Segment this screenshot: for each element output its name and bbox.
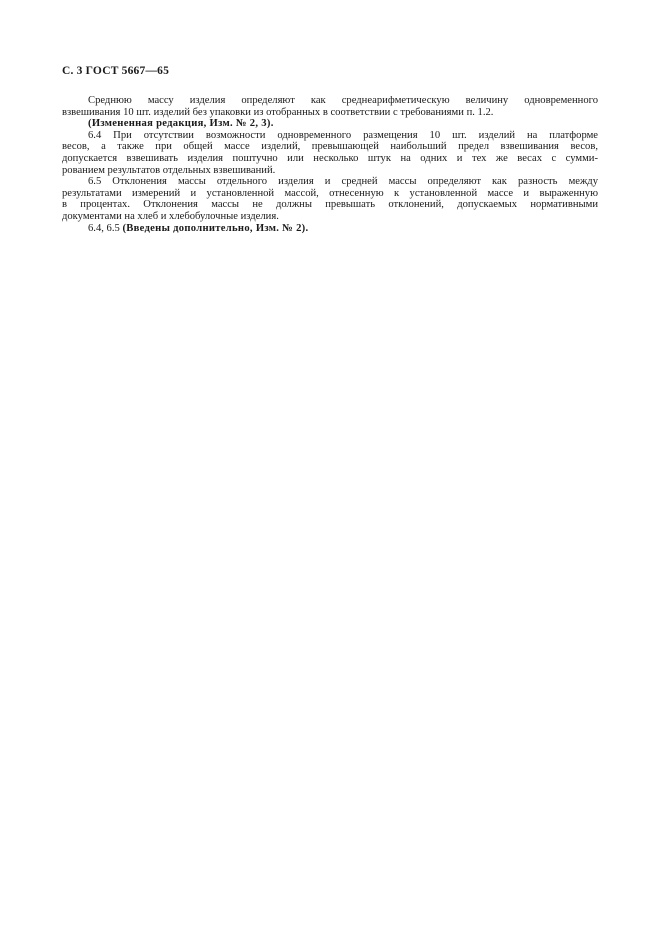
text-line: документами на хлеб и хлебобулочные изделия. bbox=[62, 210, 279, 222]
amendment-note: (Измененная редакция, Изм. № 2, 3). bbox=[88, 118, 274, 130]
amendment-text: (Введены дополнительно, Изм. № 2). bbox=[122, 222, 309, 234]
running-head: С. 3 ГОСТ 5667—65 bbox=[62, 65, 170, 77]
amendment-ref: 6.4, 6.5 bbox=[88, 222, 123, 234]
paragraph-6-5 bbox=[62, 176, 598, 222]
amendment-note-2 bbox=[62, 223, 598, 235]
text-line: рованием результатов отдельных взвешиваний. bbox=[62, 164, 276, 176]
text-line: Среднюю массу изделия определяют как среднеарифметическую величину одновременного bbox=[88, 95, 598, 106]
text-line: 6.5 Отклонения массы отдельного изделия и средней массы определяют как разность между bbox=[88, 176, 598, 188]
text-line: взвешивания 10 шт. изделий без упаковки из отобранных в соответствии с требованиями п. 1.2. bbox=[62, 106, 494, 118]
text-line: в процентах. Отклонения массы не должны превышать отклонений, допускаемых нормативными bbox=[62, 199, 598, 211]
document-body bbox=[62, 95, 598, 234]
text-line: весов, а также при общей массе изделий, превышающей наибольший предел взвешивания весов, bbox=[62, 141, 598, 153]
paragraph-6-4 bbox=[62, 130, 598, 176]
paragraph-average-mass bbox=[62, 95, 598, 118]
text-line: допускается взвешивать изделия поштучно или несколько штук на одних и тех же весах с сумми- bbox=[62, 152, 598, 164]
text-line: 6.4 При отсутствии возможности одновременного размещения 10 шт. изделий на платформе bbox=[88, 129, 598, 141]
text-line: результатами измерений и установленной массой, отнесенную к установленной массе и выраженную bbox=[62, 187, 598, 199]
